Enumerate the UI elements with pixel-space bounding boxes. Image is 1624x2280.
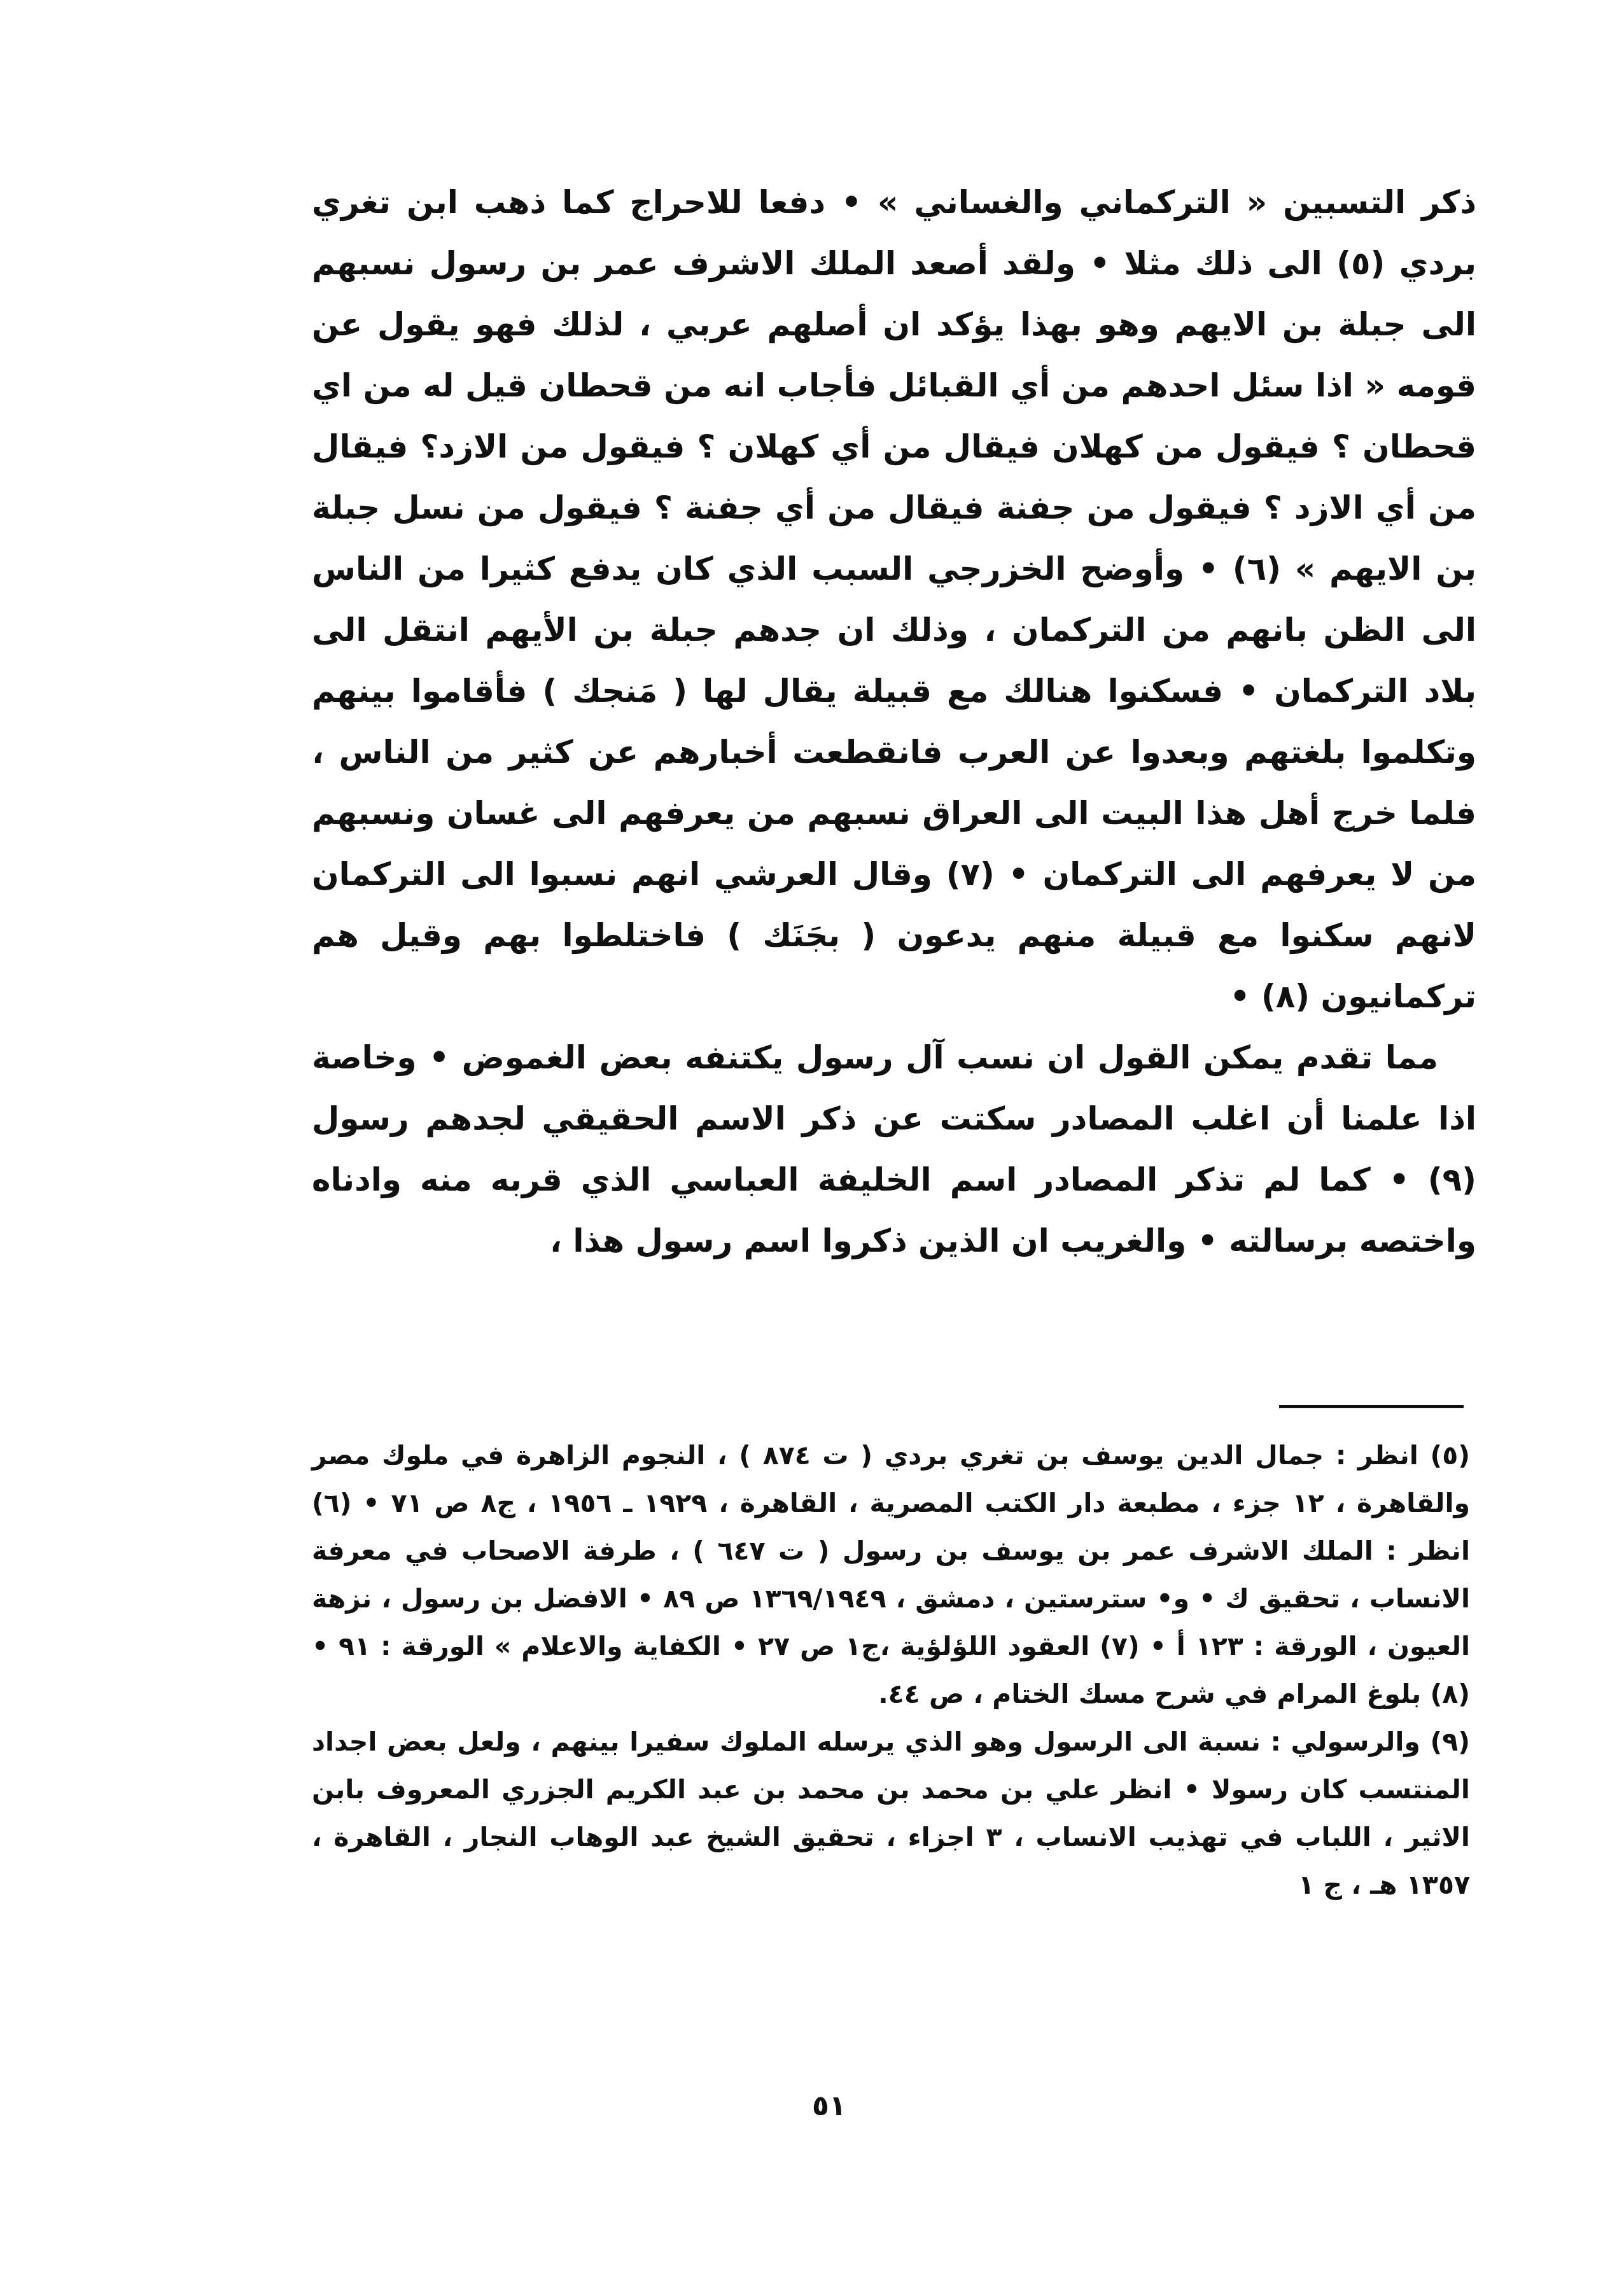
footnotes-block (312, 1432, 1470, 1909)
body-paragraph-1: ذكر التسبين « التركماني والغساني » • دفعا للاحراج كما ذهب ابن تغري بردي (٥) الى ذلك مثلا • ولقد أصعد الملك الاشرف عمر بن رسول نسبهم الى جبلة بن الايهم وهو بهذا يؤكد ان أصلهم عربي ، لذلك فهو يقول عن قومه « اذا سئل احدهم من أي القبائل فأجاب انه من قحطان قيل له من اي قحطان ؟ فيقول من كهلان فيقال من أي كهلان ؟ فيقول من الازد؟ فيقال من أي الازد ؟ فيقول من جفنة فيقال من أي جفنة ؟ فيقول من نسل جبلة بن الايهم » (٦) • وأوضح الخزرجي السبب الذي كان يدفع كثيرا من الناس الى الظن بانهم من التركمان ، وذلك ان جدهم جبلة بن الأيهم انتقل الى بلاد التركمان • فسكنوا هنالك مع قبيلة يقال لها ( مَنجك ) فأقاموا بينهم وتكلموا بلغتهم وبعدوا عن العرب فانقطعت أخبارهم عن كثير من الناس ، فلما خرج أهل هذا البيت الى العراق نسبهم من يعرفهم الى غسان ونسبهم من لا يعرفهم الى التركمان • (٧) وقال العرشي انهم نسبوا الى التركمان لانهم سكنوا مع قبيلة منهم يدعون ( بجَنَك ) فاختلطوا بهم وقيل هم تركمانيون (٨) • (312, 184, 1477, 1015)
footnote-9: (٩) والرسولي : نسبة الى الرسول وهو الذي يرسله الملوك سفيرا بينهم ، ولعل بعض اجداد المنتسب كان رسولا • انظر علي بن محمد بن محمد بن عبد الكريم الجزري المعروف بابن الاثير ، اللباب في تهذيب الانساب ، ٣ اجزاء ، تحقيق الشيخ عبد الوهاب النجار ، القاهرة ، ١٣٥٧ هـ ، ج ١ (312, 1726, 1470, 1900)
footnote-5-to-8: (٥) انظر : جمال الدين يوسف بن تغري بردي ( ت ٨٧٤ ) ، النجوم الزاهرة في ملوك مصر والقاهرة ، ١٢ جزء ، مطبعة دار الكتب المصرية ، القاهرة ، ١٩٢٩ ـ ١٩٥٦ ، ج٨ ص ٧١ • (٦) انظر : الملك الاشرف عمر بن يوسف بن رسول ( ت ٦٤٧ ) ، طرفة الاصحاب في معرفة الانساب ، تحقيق ك • و• سترستين ، دمشق ، ١٣٦٩/١٩٤٩ ص ٨٩ • الافضل بن رسول ، نزهة العيون ، الورقة : ١٢٣ أ • (٧) العقود اللؤلؤية ،ج١ ص ٢٧ • الكفاية والاعلام » الورقة : ٩١ • (٨) بلوغ المرام في شرح مسك الختام ، ص ٤٤. (312, 1440, 1471, 1709)
main-text-block (312, 172, 1476, 1271)
body-paragraph-2: مما تقدم يمكن القول ان نسب آل رسول يكتنفه بعض الغموض • وخاصة اذا علمنا أن اغلب المصادر سكتت عن ذكر الاسم الحقيقي لجدهم رسول (٩) • كما لم تذكر المصادر اسم الخليفة العباسي الذي قربه منه وادناه واختصه برسالته • والغريب ان الذين ذكروا اسم رسول هذا ، (312, 1039, 1476, 1259)
footnote-separator-rule (1279, 1405, 1464, 1408)
page-number: ٥١ (812, 2090, 846, 2122)
